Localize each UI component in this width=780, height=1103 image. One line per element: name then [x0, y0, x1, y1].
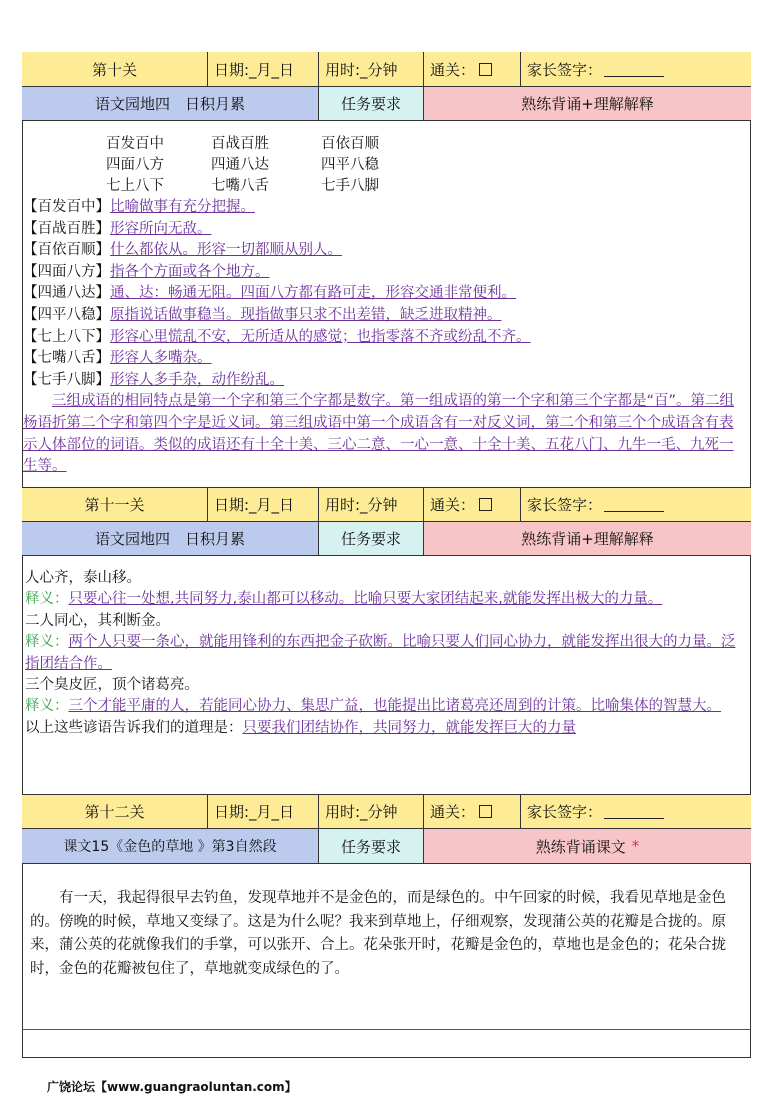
explanation-item: 【百依百顺】什么都依从。形容一切都顺从别人。 [23, 242, 342, 259]
divider [22, 1029, 751, 1030]
explanation-item: 【百发百中】比喻做事有充分把握。 [23, 199, 255, 215]
idiom: 七嘴八舌 [211, 178, 269, 194]
level10-section: 语文园地四 日积月累 [22, 87, 319, 120]
explanation-item: 【七手八脚】形容人多手杂，动作纷乱。 [23, 371, 284, 388]
idiom: 百发百中 [106, 136, 164, 152]
footer-text: 广饶论坛【www.guangraoluntan.com】 [47, 1080, 297, 1094]
pass-field[interactable] [424, 795, 521, 828]
level11-info-row [22, 487, 751, 522]
time-field[interactable]: 用时:_分钟 [319, 488, 424, 521]
idiom: 四通八达 [211, 157, 269, 173]
task-label: 任务要求 [319, 522, 424, 555]
sign-label: 家长签字： [527, 803, 603, 821]
sign-blank[interactable] [604, 62, 664, 77]
level12-info-row [22, 794, 751, 829]
idiom: 七上八下 [106, 178, 164, 194]
level10-content [23, 134, 746, 478]
level11-task-row [22, 522, 751, 556]
pass-label: 通关： [430, 60, 476, 79]
time-field[interactable]: 用时:_分钟 [319, 52, 424, 86]
explanation-item: 【七嘴八舌】形容人多嘴杂。 [23, 350, 212, 367]
sign-label: 家长签字： [527, 496, 603, 514]
saying-meaning: 释义：两个人只要一条心，就能用锋利的东西把金子砍断。比喻只要人们同心协力，就能发挥出很大的力量。泛指团结合作。 [25, 634, 736, 672]
explanation-list [23, 197, 746, 478]
level11-requirement: 熟练背诵+理解解释 [424, 522, 751, 555]
saying-meaning: 释义：三个才能平庸的人，若能同心协力、集思广益，也能提出比诸葛亮还周到的计策。比喻集体的智慧大。 [25, 698, 721, 715]
pass-label: 通关： [430, 803, 476, 821]
level10-info-row [22, 52, 751, 87]
saying-text: 三个臭皮匠，顶个诸葛亮。 [25, 677, 199, 694]
time-field[interactable]: 用时:_分钟 [319, 795, 424, 828]
pass-checkbox[interactable] [479, 498, 492, 511]
task-label: 任务要求 [319, 829, 424, 863]
pass-checkbox[interactable] [479, 805, 492, 818]
sign-label: 家长签字： [527, 60, 603, 79]
level12-requirement-cell [424, 829, 751, 863]
date-field[interactable]: 日期:_月_日 [208, 795, 319, 828]
level10-title: 第十关 [22, 52, 208, 86]
level12-requirement: 熟练背诵课文 [535, 837, 626, 856]
date-field[interactable]: 日期:_月_日 [208, 488, 319, 521]
sign-field[interactable] [521, 488, 751, 521]
level12-section: 课文15《金色的草地 》第3自然段 [22, 829, 319, 863]
explanation-item: 【四面八方】指各个方面或各个地方。 [23, 263, 270, 280]
explanation-item: 【七上八下】形容心里慌乱不安，无所适从的感觉；也指零落不齐或纷乱不齐。 [23, 328, 531, 345]
sign-field[interactable] [521, 52, 751, 86]
idiom: 四平八稳 [321, 157, 379, 173]
level12-task-row [22, 829, 751, 864]
explanation-item: 【百战百胜】形容所向无敌。 [23, 220, 212, 237]
saying-text: 二人同心，其利断金。 [25, 612, 170, 629]
sign-blank[interactable] [604, 497, 664, 512]
conclusion: 以上这些谚语告诉我们的道理是：只要我们团结协作，共同努力，就能发挥巨大的力量 [25, 719, 576, 736]
explanation-item: 【四通八达】通、达：畅通无阻。四面八方都有路可走，形容交通非常便利。 [23, 285, 516, 302]
summary-paragraph: 三组成语的相同特点是第一个字和第三个字都是数字。第一组成语的第一个字和第三个字都是“百”。第二组杨语折第二个字和第四个字是近义词。第三组成语中第一个成语含有一对反义词，第二个和第三个个成语含有表示人体部位的词语。类似的成语还有十全十美、三心二意、一心一意、十全十美、五花八门、九牛一毛、九死一生等。 [23, 393, 735, 475]
task-label: 任务要求 [319, 87, 424, 120]
idiom: 百依百顺 [321, 136, 379, 152]
level10-requirement: 熟练背诵+理解解释 [424, 87, 751, 120]
idiom: 四面八方 [106, 157, 164, 173]
date-field[interactable]: 日期:_月_日 [208, 52, 319, 86]
level11-title: 第十一关 [22, 488, 208, 521]
level11-section: 语文园地四 日积月累 [22, 522, 319, 555]
pass-label: 通关： [430, 496, 476, 514]
pass-field[interactable] [424, 52, 521, 86]
idiom: 七手八脚 [321, 178, 379, 194]
pass-field[interactable] [424, 488, 521, 521]
level10-task-row [22, 87, 751, 121]
level11-content [25, 568, 745, 739]
saying-meaning: 释义：只要心往一处想,共同努力,泰山都可以移动。比喻只要大家团结起来,就能发挥出极大的力量。 [25, 591, 663, 608]
sign-field[interactable] [521, 795, 751, 828]
sign-blank[interactable] [604, 804, 664, 819]
level12-title: 第十二关 [22, 795, 208, 828]
pass-checkbox[interactable] [479, 63, 492, 76]
idiom-grid [106, 134, 746, 197]
level12-passage: 有一天，我起得很早去钓鱼，发现草地并不是金色的，而是绿色的。中午回家的时候，我看见草地是金色的。傍晚的时候，草地又变绿了。这是为什么呢？我来到草地上，仔细观察，发现蒲公英的花瓣是合拢的。原来，蒲公英的花就像我们的手掌，可以张开、合上。花朵张开时，花瓣是金色的，草地也是金色的；花朵合拢时，金色的花瓣被包住了，草地就变成绿色的了。 [30, 890, 726, 977]
saying-text: 人心齐，泰山移。 [25, 570, 141, 586]
explanation-item: 【四平八稳】原指说话做事稳当。现指做事只求不出差错，缺乏进取精神。 [23, 306, 502, 323]
idiom: 百战百胜 [211, 136, 269, 152]
star-icon: * [631, 837, 640, 855]
